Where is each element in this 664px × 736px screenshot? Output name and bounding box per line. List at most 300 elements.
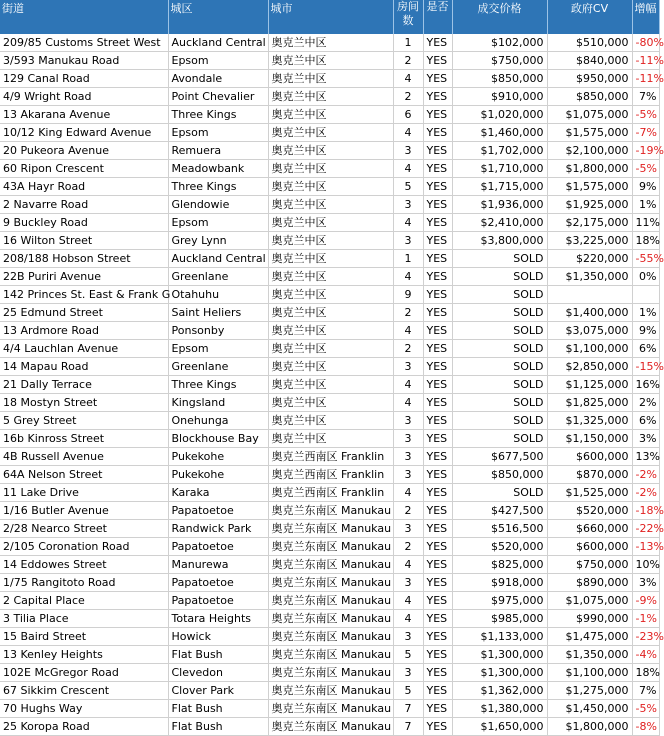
cell-area[interactable]: Glendowie <box>168 196 268 214</box>
cell-government-cv[interactable]: $1,150,000 <box>547 430 632 448</box>
cell-area[interactable]: Blockhouse Bay <box>168 430 268 448</box>
cell-change[interactable]: -23% <box>632 628 659 646</box>
cell-rooms[interactable]: 7 <box>393 700 423 718</box>
cell-street[interactable]: 11 Lake Drive <box>0 484 168 502</box>
cell-yes[interactable]: YES <box>423 574 452 592</box>
cell-street[interactable]: 25 Koropa Road <box>0 718 168 736</box>
cell-yes[interactable]: YES <box>423 178 452 196</box>
cell-government-cv[interactable]: $850,000 <box>547 88 632 106</box>
cell-city[interactable]: 奥克兰中区 <box>268 196 393 214</box>
cell-sale-price[interactable]: $1,460,000 <box>452 124 547 142</box>
cell-city[interactable]: 奥克兰中区 <box>268 70 393 88</box>
cell-government-cv[interactable]: $1,525,000 <box>547 484 632 502</box>
cell-change[interactable]: 2% <box>632 394 659 412</box>
cell-yes[interactable]: YES <box>423 466 452 484</box>
cell-city[interactable]: 奥克兰中区 <box>268 232 393 250</box>
cell-street[interactable]: 142 Princes St. East & Frank G <box>0 286 168 304</box>
cell-yes[interactable]: YES <box>423 430 452 448</box>
cell-street[interactable]: 13 Ardmore Road <box>0 322 168 340</box>
cell-yes[interactable]: YES <box>423 142 452 160</box>
cell-rooms[interactable]: 4 <box>393 160 423 178</box>
cell-rooms[interactable]: 4 <box>393 592 423 610</box>
cell-change[interactable]: 10% <box>632 556 659 574</box>
cell-street[interactable]: 208/188 Hobson Street <box>0 250 168 268</box>
cell-city[interactable]: 奥克兰东南区 Manukau <box>268 718 393 736</box>
cell-street[interactable]: 13 Kenley Heights <box>0 646 168 664</box>
cell-area[interactable]: Flat Bush <box>168 700 268 718</box>
cell-change[interactable]: -13% <box>632 538 659 556</box>
cell-street[interactable]: 129 Canal Road <box>0 70 168 88</box>
cell-street[interactable]: 16b Kinross Street <box>0 430 168 448</box>
cell-change[interactable]: -2% <box>632 466 659 484</box>
cell-area[interactable]: Three Kings <box>168 376 268 394</box>
cell-government-cv[interactable]: $2,100,000 <box>547 142 632 160</box>
cell-area[interactable]: Papatoetoe <box>168 538 268 556</box>
cell-change[interactable]: -1% <box>632 610 659 628</box>
cell-rooms[interactable]: 2 <box>393 502 423 520</box>
cell-city[interactable]: 奥克兰中区 <box>268 160 393 178</box>
cell-city[interactable]: 奥克兰中区 <box>268 268 393 286</box>
cell-rooms[interactable]: 6 <box>393 106 423 124</box>
cell-sale-price[interactable]: SOLD <box>452 394 547 412</box>
cell-city[interactable]: 奥克兰东南区 Manukau <box>268 610 393 628</box>
cell-yes[interactable]: YES <box>423 340 452 358</box>
cell-government-cv[interactable]: $840,000 <box>547 52 632 70</box>
cell-area[interactable]: Greenlane <box>168 358 268 376</box>
cell-rooms[interactable]: 3 <box>393 574 423 592</box>
cell-government-cv[interactable]: $750,000 <box>547 556 632 574</box>
cell-city[interactable]: 奥克兰中区 <box>268 304 393 322</box>
cell-government-cv[interactable]: $1,100,000 <box>547 340 632 358</box>
cell-rooms[interactable]: 4 <box>393 610 423 628</box>
cell-rooms[interactable]: 7 <box>393 718 423 736</box>
cell-yes[interactable]: YES <box>423 52 452 70</box>
cell-government-cv[interactable] <box>547 286 632 304</box>
cell-area[interactable]: Avondale <box>168 70 268 88</box>
cell-rooms[interactable]: 2 <box>393 340 423 358</box>
cell-yes[interactable]: YES <box>423 160 452 178</box>
cell-area[interactable]: Auckland Central <box>168 34 268 52</box>
cell-rooms[interactable]: 2 <box>393 88 423 106</box>
cell-government-cv[interactable]: $890,000 <box>547 574 632 592</box>
cell-rooms[interactable]: 4 <box>393 556 423 574</box>
cell-yes[interactable]: YES <box>423 34 452 52</box>
cell-rooms[interactable]: 4 <box>393 376 423 394</box>
cell-change[interactable]: 7% <box>632 88 659 106</box>
cell-rooms[interactable]: 5 <box>393 682 423 700</box>
cell-street[interactable]: 22B Puriri Avenue <box>0 268 168 286</box>
cell-city[interactable]: 奥克兰东南区 Manukau <box>268 520 393 538</box>
cell-city[interactable]: 奥克兰中区 <box>268 430 393 448</box>
cell-yes[interactable]: YES <box>423 322 452 340</box>
cell-change[interactable]: 18% <box>632 232 659 250</box>
header-yes[interactable]: 是否 <box>423 0 452 34</box>
cell-yes[interactable]: YES <box>423 232 452 250</box>
cell-street[interactable]: 102E McGregor Road <box>0 664 168 682</box>
cell-government-cv[interactable]: $600,000 <box>547 448 632 466</box>
cell-street[interactable]: 15 Baird Street <box>0 628 168 646</box>
cell-sale-price[interactable]: $1,710,000 <box>452 160 547 178</box>
cell-city[interactable]: 奥克兰中区 <box>268 88 393 106</box>
cell-change[interactable]: -5% <box>632 160 659 178</box>
cell-city[interactable]: 奥克兰东南区 Manukau <box>268 574 393 592</box>
cell-sale-price[interactable]: $520,000 <box>452 538 547 556</box>
cell-yes[interactable]: YES <box>423 304 452 322</box>
cell-sale-price[interactable]: $850,000 <box>452 466 547 484</box>
cell-yes[interactable]: YES <box>423 538 452 556</box>
cell-city[interactable]: 奥克兰东南区 Manukau <box>268 502 393 520</box>
cell-yes[interactable]: YES <box>423 646 452 664</box>
cell-street[interactable]: 20 Pukeora Avenue <box>0 142 168 160</box>
cell-rooms[interactable]: 3 <box>393 520 423 538</box>
cell-area[interactable]: Karaka <box>168 484 268 502</box>
cell-sale-price[interactable]: $1,380,000 <box>452 700 547 718</box>
cell-rooms[interactable]: 3 <box>393 430 423 448</box>
cell-street[interactable]: 1/75 Rangitoto Road <box>0 574 168 592</box>
cell-area[interactable]: Remuera <box>168 142 268 160</box>
cell-yes[interactable]: YES <box>423 718 452 736</box>
cell-government-cv[interactable]: $1,100,000 <box>547 664 632 682</box>
cell-sale-price[interactable]: $910,000 <box>452 88 547 106</box>
cell-street[interactable]: 209/85 Customs Street West <box>0 34 168 52</box>
cell-area[interactable]: Epsom <box>168 340 268 358</box>
cell-government-cv[interactable]: $2,850,000 <box>547 358 632 376</box>
cell-rooms[interactable]: 4 <box>393 214 423 232</box>
cell-city[interactable]: 奥克兰中区 <box>268 340 393 358</box>
cell-city[interactable]: 奥克兰东南区 Manukau <box>268 592 393 610</box>
cell-rooms[interactable]: 3 <box>393 232 423 250</box>
cell-street[interactable]: 10/12 King Edward Avenue <box>0 124 168 142</box>
cell-yes[interactable]: YES <box>423 520 452 538</box>
cell-sale-price[interactable]: $1,650,000 <box>452 718 547 736</box>
cell-yes[interactable]: YES <box>423 70 452 88</box>
cell-yes[interactable]: YES <box>423 682 452 700</box>
cell-government-cv[interactable]: $1,275,000 <box>547 682 632 700</box>
cell-street[interactable]: 4/9 Wright Road <box>0 88 168 106</box>
cell-area[interactable]: Ponsonby <box>168 322 268 340</box>
cell-sale-price[interactable]: $985,000 <box>452 610 547 628</box>
cell-sale-price[interactable]: $1,715,000 <box>452 178 547 196</box>
header-street[interactable]: 街道 <box>0 0 168 34</box>
cell-sale-price[interactable]: $1,300,000 <box>452 646 547 664</box>
cell-change[interactable]: 18% <box>632 664 659 682</box>
cell-government-cv[interactable]: $1,800,000 <box>547 718 632 736</box>
cell-rooms[interactable]: 1 <box>393 250 423 268</box>
cell-change[interactable]: -15% <box>632 358 659 376</box>
cell-area[interactable]: Otahuhu <box>168 286 268 304</box>
cell-government-cv[interactable]: $1,575,000 <box>547 124 632 142</box>
header-change[interactable]: 增幅 <box>632 0 659 34</box>
cell-government-cv[interactable]: $1,325,000 <box>547 412 632 430</box>
cell-rooms[interactable]: 2 <box>393 52 423 70</box>
header-government-cv[interactable]: 政府CV <box>547 0 632 34</box>
cell-city[interactable]: 奥克兰中区 <box>268 412 393 430</box>
cell-yes[interactable]: YES <box>423 484 452 502</box>
cell-change[interactable]: 9% <box>632 178 659 196</box>
cell-city[interactable]: 奥克兰中区 <box>268 52 393 70</box>
cell-change[interactable]: 1% <box>632 196 659 214</box>
cell-street[interactable]: 14 Mapau Road <box>0 358 168 376</box>
cell-sale-price[interactable]: SOLD <box>452 412 547 430</box>
cell-sale-price[interactable]: SOLD <box>452 250 547 268</box>
cell-area[interactable]: Epsom <box>168 124 268 142</box>
cell-sale-price[interactable]: $677,500 <box>452 448 547 466</box>
cell-street[interactable]: 70 Hughs Way <box>0 700 168 718</box>
cell-sale-price[interactable]: $3,800,000 <box>452 232 547 250</box>
cell-area[interactable]: Clevedon <box>168 664 268 682</box>
cell-yes[interactable]: YES <box>423 88 452 106</box>
cell-change[interactable]: -18% <box>632 502 659 520</box>
cell-yes[interactable]: YES <box>423 556 452 574</box>
cell-area[interactable]: Auckland Central <box>168 250 268 268</box>
cell-change[interactable]: 16% <box>632 376 659 394</box>
cell-sale-price[interactable]: SOLD <box>452 340 547 358</box>
cell-street[interactable]: 18 Mostyn Street <box>0 394 168 412</box>
cell-street[interactable]: 13 Akarana Avenue <box>0 106 168 124</box>
cell-rooms[interactable]: 5 <box>393 646 423 664</box>
cell-area[interactable]: Meadowbank <box>168 160 268 178</box>
cell-rooms[interactable]: 4 <box>393 268 423 286</box>
cell-rooms[interactable]: 3 <box>393 628 423 646</box>
cell-city[interactable]: 奥克兰东南区 Manukau <box>268 700 393 718</box>
cell-yes[interactable]: YES <box>423 268 452 286</box>
cell-sale-price[interactable]: $102,000 <box>452 34 547 52</box>
cell-sale-price[interactable]: $850,000 <box>452 70 547 88</box>
cell-street[interactable]: 2 Capital Place <box>0 592 168 610</box>
cell-rooms[interactable]: 4 <box>393 394 423 412</box>
cell-government-cv[interactable]: $220,000 <box>547 250 632 268</box>
cell-sale-price[interactable]: SOLD <box>452 484 547 502</box>
cell-street[interactable]: 67 Sikkim Crescent <box>0 682 168 700</box>
cell-sale-price[interactable]: SOLD <box>452 376 547 394</box>
cell-yes[interactable]: YES <box>423 502 452 520</box>
cell-change[interactable]: 1% <box>632 304 659 322</box>
cell-yes[interactable]: YES <box>423 610 452 628</box>
cell-government-cv[interactable]: $3,075,000 <box>547 322 632 340</box>
cell-city[interactable]: 奥克兰东南区 Manukau <box>268 664 393 682</box>
cell-rooms[interactable]: 5 <box>393 178 423 196</box>
cell-sale-price[interactable]: SOLD <box>452 268 547 286</box>
cell-sale-price[interactable]: $825,000 <box>452 556 547 574</box>
cell-area[interactable]: Pukekohe <box>168 466 268 484</box>
cell-government-cv[interactable]: $1,925,000 <box>547 196 632 214</box>
cell-sale-price[interactable]: $1,133,000 <box>452 628 547 646</box>
cell-sale-price[interactable]: $975,000 <box>452 592 547 610</box>
cell-yes[interactable]: YES <box>423 286 452 304</box>
cell-city[interactable]: 奥克兰东南区 Manukau <box>268 682 393 700</box>
cell-street[interactable]: 3/593 Manukau Road <box>0 52 168 70</box>
cell-sale-price[interactable]: $516,500 <box>452 520 547 538</box>
cell-rooms[interactable]: 9 <box>393 286 423 304</box>
cell-rooms[interactable]: 4 <box>393 484 423 502</box>
cell-yes[interactable]: YES <box>423 376 452 394</box>
cell-government-cv[interactable]: $1,350,000 <box>547 646 632 664</box>
cell-government-cv[interactable]: $3,225,000 <box>547 232 632 250</box>
header-sale-price[interactable]: 成交价格 <box>452 0 547 34</box>
cell-government-cv[interactable]: $2,175,000 <box>547 214 632 232</box>
cell-area[interactable]: Howick <box>168 628 268 646</box>
cell-yes[interactable]: YES <box>423 214 452 232</box>
cell-government-cv[interactable]: $1,475,000 <box>547 628 632 646</box>
cell-area[interactable]: Kingsland <box>168 394 268 412</box>
cell-government-cv[interactable]: $520,000 <box>547 502 632 520</box>
cell-city[interactable]: 奥克兰东南区 Manukau <box>268 646 393 664</box>
cell-rooms[interactable]: 3 <box>393 664 423 682</box>
cell-change[interactable]: 9% <box>632 322 659 340</box>
cell-rooms[interactable]: 3 <box>393 358 423 376</box>
cell-sale-price[interactable]: $1,936,000 <box>452 196 547 214</box>
cell-change[interactable]: -19% <box>632 142 659 160</box>
cell-rooms[interactable]: 2 <box>393 538 423 556</box>
cell-sale-price[interactable]: $918,000 <box>452 574 547 592</box>
cell-street[interactable]: 43A Hayr Road <box>0 178 168 196</box>
cell-yes[interactable]: YES <box>423 592 452 610</box>
cell-sale-price[interactable]: $1,020,000 <box>452 106 547 124</box>
cell-change[interactable]: 13% <box>632 448 659 466</box>
cell-change[interactable]: 6% <box>632 412 659 430</box>
cell-change[interactable]: -80% <box>632 34 659 52</box>
cell-change[interactable]: -55% <box>632 250 659 268</box>
cell-rooms[interactable]: 3 <box>393 448 423 466</box>
cell-sale-price[interactable]: $427,500 <box>452 502 547 520</box>
cell-area[interactable]: Papatoetoe <box>168 592 268 610</box>
cell-government-cv[interactable]: $950,000 <box>547 70 632 88</box>
cell-street[interactable]: 2/105 Coronation Road <box>0 538 168 556</box>
cell-change[interactable]: -2% <box>632 484 659 502</box>
cell-yes[interactable]: YES <box>423 358 452 376</box>
cell-area[interactable]: Clover Park <box>168 682 268 700</box>
cell-street[interactable]: 14 Eddowes Street <box>0 556 168 574</box>
cell-street[interactable]: 64A Nelson Street <box>0 466 168 484</box>
cell-city[interactable]: 奥克兰西南区 Franklin <box>268 466 393 484</box>
cell-street[interactable]: 21 Dally Terrace <box>0 376 168 394</box>
cell-government-cv[interactable]: $1,400,000 <box>547 304 632 322</box>
cell-street[interactable]: 1/16 Butler Avenue <box>0 502 168 520</box>
cell-area[interactable]: Saint Heliers <box>168 304 268 322</box>
cell-change[interactable]: 3% <box>632 574 659 592</box>
cell-sale-price[interactable]: $1,300,000 <box>452 664 547 682</box>
cell-yes[interactable]: YES <box>423 394 452 412</box>
cell-change[interactable]: 11% <box>632 214 659 232</box>
cell-government-cv[interactable]: $1,450,000 <box>547 700 632 718</box>
cell-area[interactable]: Greenlane <box>168 268 268 286</box>
cell-rooms[interactable]: 2 <box>393 304 423 322</box>
cell-area[interactable]: Epsom <box>168 214 268 232</box>
cell-change[interactable]: 0% <box>632 268 659 286</box>
cell-government-cv[interactable]: $1,575,000 <box>547 178 632 196</box>
cell-rooms[interactable]: 4 <box>393 70 423 88</box>
cell-street[interactable]: 2 Navarre Road <box>0 196 168 214</box>
cell-yes[interactable]: YES <box>423 700 452 718</box>
cell-area[interactable]: Papatoetoe <box>168 574 268 592</box>
cell-street[interactable]: 2/28 Nearco Street <box>0 520 168 538</box>
cell-street[interactable]: 5 Grey Street <box>0 412 168 430</box>
cell-yes[interactable]: YES <box>423 196 452 214</box>
cell-sale-price[interactable]: $1,702,000 <box>452 142 547 160</box>
cell-area[interactable]: Flat Bush <box>168 646 268 664</box>
cell-change[interactable]: 6% <box>632 340 659 358</box>
cell-rooms[interactable]: 3 <box>393 466 423 484</box>
cell-change[interactable] <box>632 286 659 304</box>
cell-government-cv[interactable]: $510,000 <box>547 34 632 52</box>
cell-government-cv[interactable]: $990,000 <box>547 610 632 628</box>
cell-city[interactable]: 奥克兰中区 <box>268 34 393 52</box>
cell-area[interactable]: Papatoetoe <box>168 502 268 520</box>
cell-change[interactable]: -9% <box>632 592 659 610</box>
cell-government-cv[interactable]: $1,350,000 <box>547 268 632 286</box>
header-rooms[interactable]: 房间数 <box>393 0 423 34</box>
cell-change[interactable]: -4% <box>632 646 659 664</box>
cell-sale-price[interactable]: SOLD <box>452 430 547 448</box>
cell-government-cv[interactable]: $1,825,000 <box>547 394 632 412</box>
cell-street[interactable]: 60 Ripon Crescent <box>0 160 168 178</box>
header-city[interactable]: 城市 <box>268 0 393 34</box>
cell-sale-price[interactable]: SOLD <box>452 358 547 376</box>
cell-change[interactable]: -22% <box>632 520 659 538</box>
cell-change[interactable]: -5% <box>632 700 659 718</box>
cell-rooms[interactable]: 3 <box>393 142 423 160</box>
cell-government-cv[interactable]: $1,075,000 <box>547 106 632 124</box>
cell-change[interactable]: -5% <box>632 106 659 124</box>
cell-area[interactable]: Three Kings <box>168 178 268 196</box>
cell-rooms[interactable]: 1 <box>393 34 423 52</box>
cell-change[interactable]: 7% <box>632 682 659 700</box>
cell-government-cv[interactable]: $1,125,000 <box>547 376 632 394</box>
cell-change[interactable]: -8% <box>632 718 659 736</box>
cell-yes[interactable]: YES <box>423 250 452 268</box>
cell-yes[interactable]: YES <box>423 664 452 682</box>
cell-city[interactable]: 奥克兰中区 <box>268 394 393 412</box>
cell-area[interactable]: Pukekohe <box>168 448 268 466</box>
cell-area[interactable]: Point Chevalier <box>168 88 268 106</box>
cell-city[interactable]: 奥克兰中区 <box>268 358 393 376</box>
cell-rooms[interactable]: 3 <box>393 196 423 214</box>
cell-sale-price[interactable]: $2,410,000 <box>452 214 547 232</box>
cell-change[interactable]: 3% <box>632 430 659 448</box>
cell-government-cv[interactable]: $600,000 <box>547 538 632 556</box>
cell-sale-price[interactable]: $750,000 <box>452 52 547 70</box>
cell-city[interactable]: 奥克兰东南区 Manukau <box>268 538 393 556</box>
cell-government-cv[interactable]: $1,075,000 <box>547 592 632 610</box>
cell-yes[interactable]: YES <box>423 448 452 466</box>
cell-city[interactable]: 奥克兰中区 <box>268 106 393 124</box>
cell-city[interactable]: 奥克兰中区 <box>268 124 393 142</box>
cell-street[interactable]: 3 Tilia Place <box>0 610 168 628</box>
cell-yes[interactable]: YES <box>423 124 452 142</box>
header-area[interactable]: 城区 <box>168 0 268 34</box>
cell-city[interactable]: 奥克兰东南区 Manukau <box>268 556 393 574</box>
cell-city[interactable]: 奥克兰西南区 Franklin <box>268 448 393 466</box>
cell-rooms[interactable]: 3 <box>393 412 423 430</box>
cell-area[interactable]: Onehunga <box>168 412 268 430</box>
cell-change[interactable]: -11% <box>632 70 659 88</box>
cell-city[interactable]: 奥克兰中区 <box>268 322 393 340</box>
cell-city[interactable]: 奥克兰中区 <box>268 286 393 304</box>
cell-city[interactable]: 奥克兰西南区 Franklin <box>268 484 393 502</box>
cell-sale-price[interactable]: SOLD <box>452 322 547 340</box>
cell-city[interactable]: 奥克兰中区 <box>268 376 393 394</box>
cell-rooms[interactable]: 4 <box>393 124 423 142</box>
cell-area[interactable]: Flat Bush <box>168 718 268 736</box>
cell-change[interactable]: -11% <box>632 52 659 70</box>
cell-sale-price[interactable]: SOLD <box>452 304 547 322</box>
cell-street[interactable]: 9 Buckley Road <box>0 214 168 232</box>
cell-area[interactable]: Grey Lynn <box>168 232 268 250</box>
cell-area[interactable]: Three Kings <box>168 106 268 124</box>
cell-city[interactable]: 奥克兰东南区 Manukau <box>268 628 393 646</box>
cell-yes[interactable]: YES <box>423 412 452 430</box>
cell-area[interactable]: Totara Heights <box>168 610 268 628</box>
